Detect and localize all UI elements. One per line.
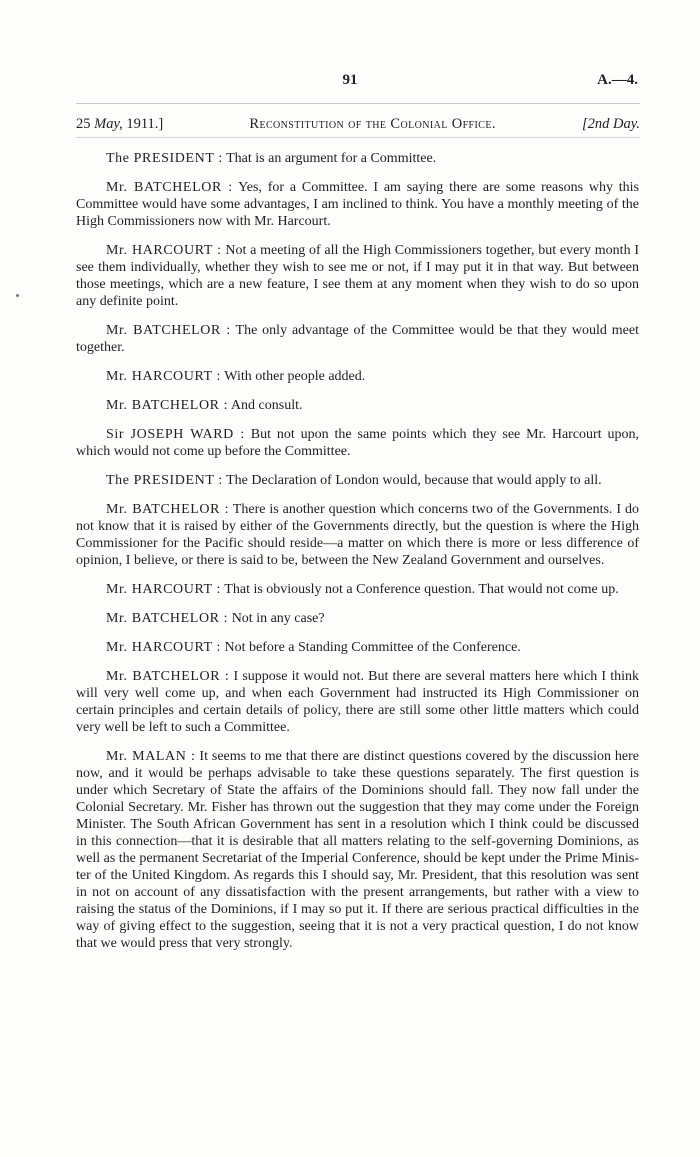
speaker-name: Mr. BATCHELOR :: [106, 398, 229, 413]
speech-text: The only advantage of the Committee would be that they would meet together.: [76, 323, 639, 355]
speech-paragraph: [76, 242, 639, 310]
speech-text: It seems to me that there are distinct questions covered by the discussion here now, and it would be perhaps advisable to take these questions separately. The first question is under which Secretary of State the affairs of the Dominions should fall. They now fall under the Colonial Secretary. Mr. Fisher has thrown out the suggestion that they may come under the Foreign Minister. The South African Government has sent in a resolution which I think could be discussed in this connection—that it is desirable that all matters relating to the self-governing Dominions, as well as the permanent Secretariat of the Imperial Conference, should be kept under the Prime Minister of the United Kingdom. As regards this I should say, Mr. President, that this resolution was sent in not on account of any dissatisfaction with the present arrangements, but rather with a view to raising the status of the Dominions, if I may so put it. If there are serious practical difficulties in the way of giving effect to the suggestion, seeing that it is not a very practical question, I do not know that we would press that very strongly.: [76, 749, 639, 951]
speech-paragraph: [76, 501, 639, 569]
body-text: [76, 150, 639, 964]
speaker-name: The PRESIDENT :: [106, 473, 223, 488]
speaker-name: The PRESIDENT :: [106, 151, 223, 166]
speech-text: There is another question which concerns two of the Governments. I do not know that it is raised by either of the Governments directly, but the question is where the High Commissioner for the Pacific should reside—a matter on which there is more or less difference of opinion, I believe, or there is said to be, between the New Zealand Government and ourselves.: [76, 502, 639, 568]
speech-text: Not in any case?: [231, 611, 325, 626]
speech-text: With other people added.: [224, 369, 366, 384]
speech-paragraph: [76, 610, 639, 627]
speaker-name: Mr. BATCHELOR :: [106, 502, 230, 517]
speech-paragraph: [76, 397, 639, 414]
header-day: [2nd Day.: [581, 116, 640, 132]
speech-paragraph: [76, 581, 639, 598]
speech-paragraph: [76, 150, 639, 167]
speech-text: Not before a Standing Committee of the Conference.: [224, 640, 521, 655]
page-number: 91: [342, 72, 358, 88]
document-code: A.—4.: [597, 72, 638, 88]
header-rule-bottom: [76, 137, 640, 138]
speech-text: That is an argument for a Committee.: [226, 151, 437, 166]
header-rule: [76, 103, 640, 104]
speech-text: And consult.: [230, 398, 303, 413]
header-date: [76, 116, 163, 133]
speech-paragraph: [76, 472, 639, 489]
speech-text: I suppose it would not. But there are several matters here which I think will very well come up, and when each Government had instructed its High Commissioner on certain principles and certain details of policy, there are still some other little matters which could very well be left to such a Committee.: [76, 669, 639, 735]
speech-paragraph: [76, 668, 639, 736]
date-month: May,: [94, 116, 123, 132]
speaker-name: Sir JOSEPH WARD :: [106, 427, 245, 442]
speech-text: Not a meeting of all the High Commissioners together, but every month I see them individually, whether they wish to see me or not, if I may put it in that way. But between those meetings, which are a new feature, I see them at any moment when they wish to do so upon any definite point.: [76, 243, 640, 309]
speech-paragraph: [76, 368, 639, 385]
speech-paragraph: [76, 322, 639, 356]
margin-mark: [16, 294, 19, 297]
speaker-name: Mr. BATCHELOR :: [106, 180, 233, 195]
date-year: 1911.]: [126, 116, 164, 132]
speech-text: Yes, for a Committee. I am saying there are some reasons why this Committee would have some advantages, I am inclined to think. You have a monthly meeting of the High Commissioners now with Mr. Harcourt.: [76, 180, 639, 229]
header-title: Reconstitution of the Colonial Office.: [249, 116, 496, 132]
date-day: 25: [76, 116, 91, 132]
running-head: [76, 116, 640, 133]
speaker-name: Mr. BATCHELOR :: [106, 323, 231, 338]
speaker-name: Mr. BATCHELOR :: [106, 669, 230, 684]
speech-paragraph: [76, 639, 639, 656]
speech-paragraph: [76, 426, 639, 460]
speaker-name: Mr. HARCOURT :: [106, 243, 222, 258]
speech-text: That is obviously not a Conference question. That would not come up.: [224, 582, 619, 597]
speech-text: But not upon the same points which they see Mr. Harcourt upon, which would not come up before the Committee.: [76, 427, 639, 459]
speech-text: The Declaration of London would, because that would apply to all.: [226, 473, 602, 488]
speaker-name: Mr. HARCOURT :: [106, 640, 222, 655]
speaker-name: Mr. MALAN :: [106, 749, 196, 764]
speech-paragraph: [76, 179, 639, 230]
speaker-name: Mr. HARCOURT :: [106, 369, 222, 384]
speech-paragraph: [76, 748, 639, 952]
speaker-name: Mr. BATCHELOR :: [106, 611, 229, 626]
speaker-name: Mr. HARCOURT :: [106, 582, 222, 597]
